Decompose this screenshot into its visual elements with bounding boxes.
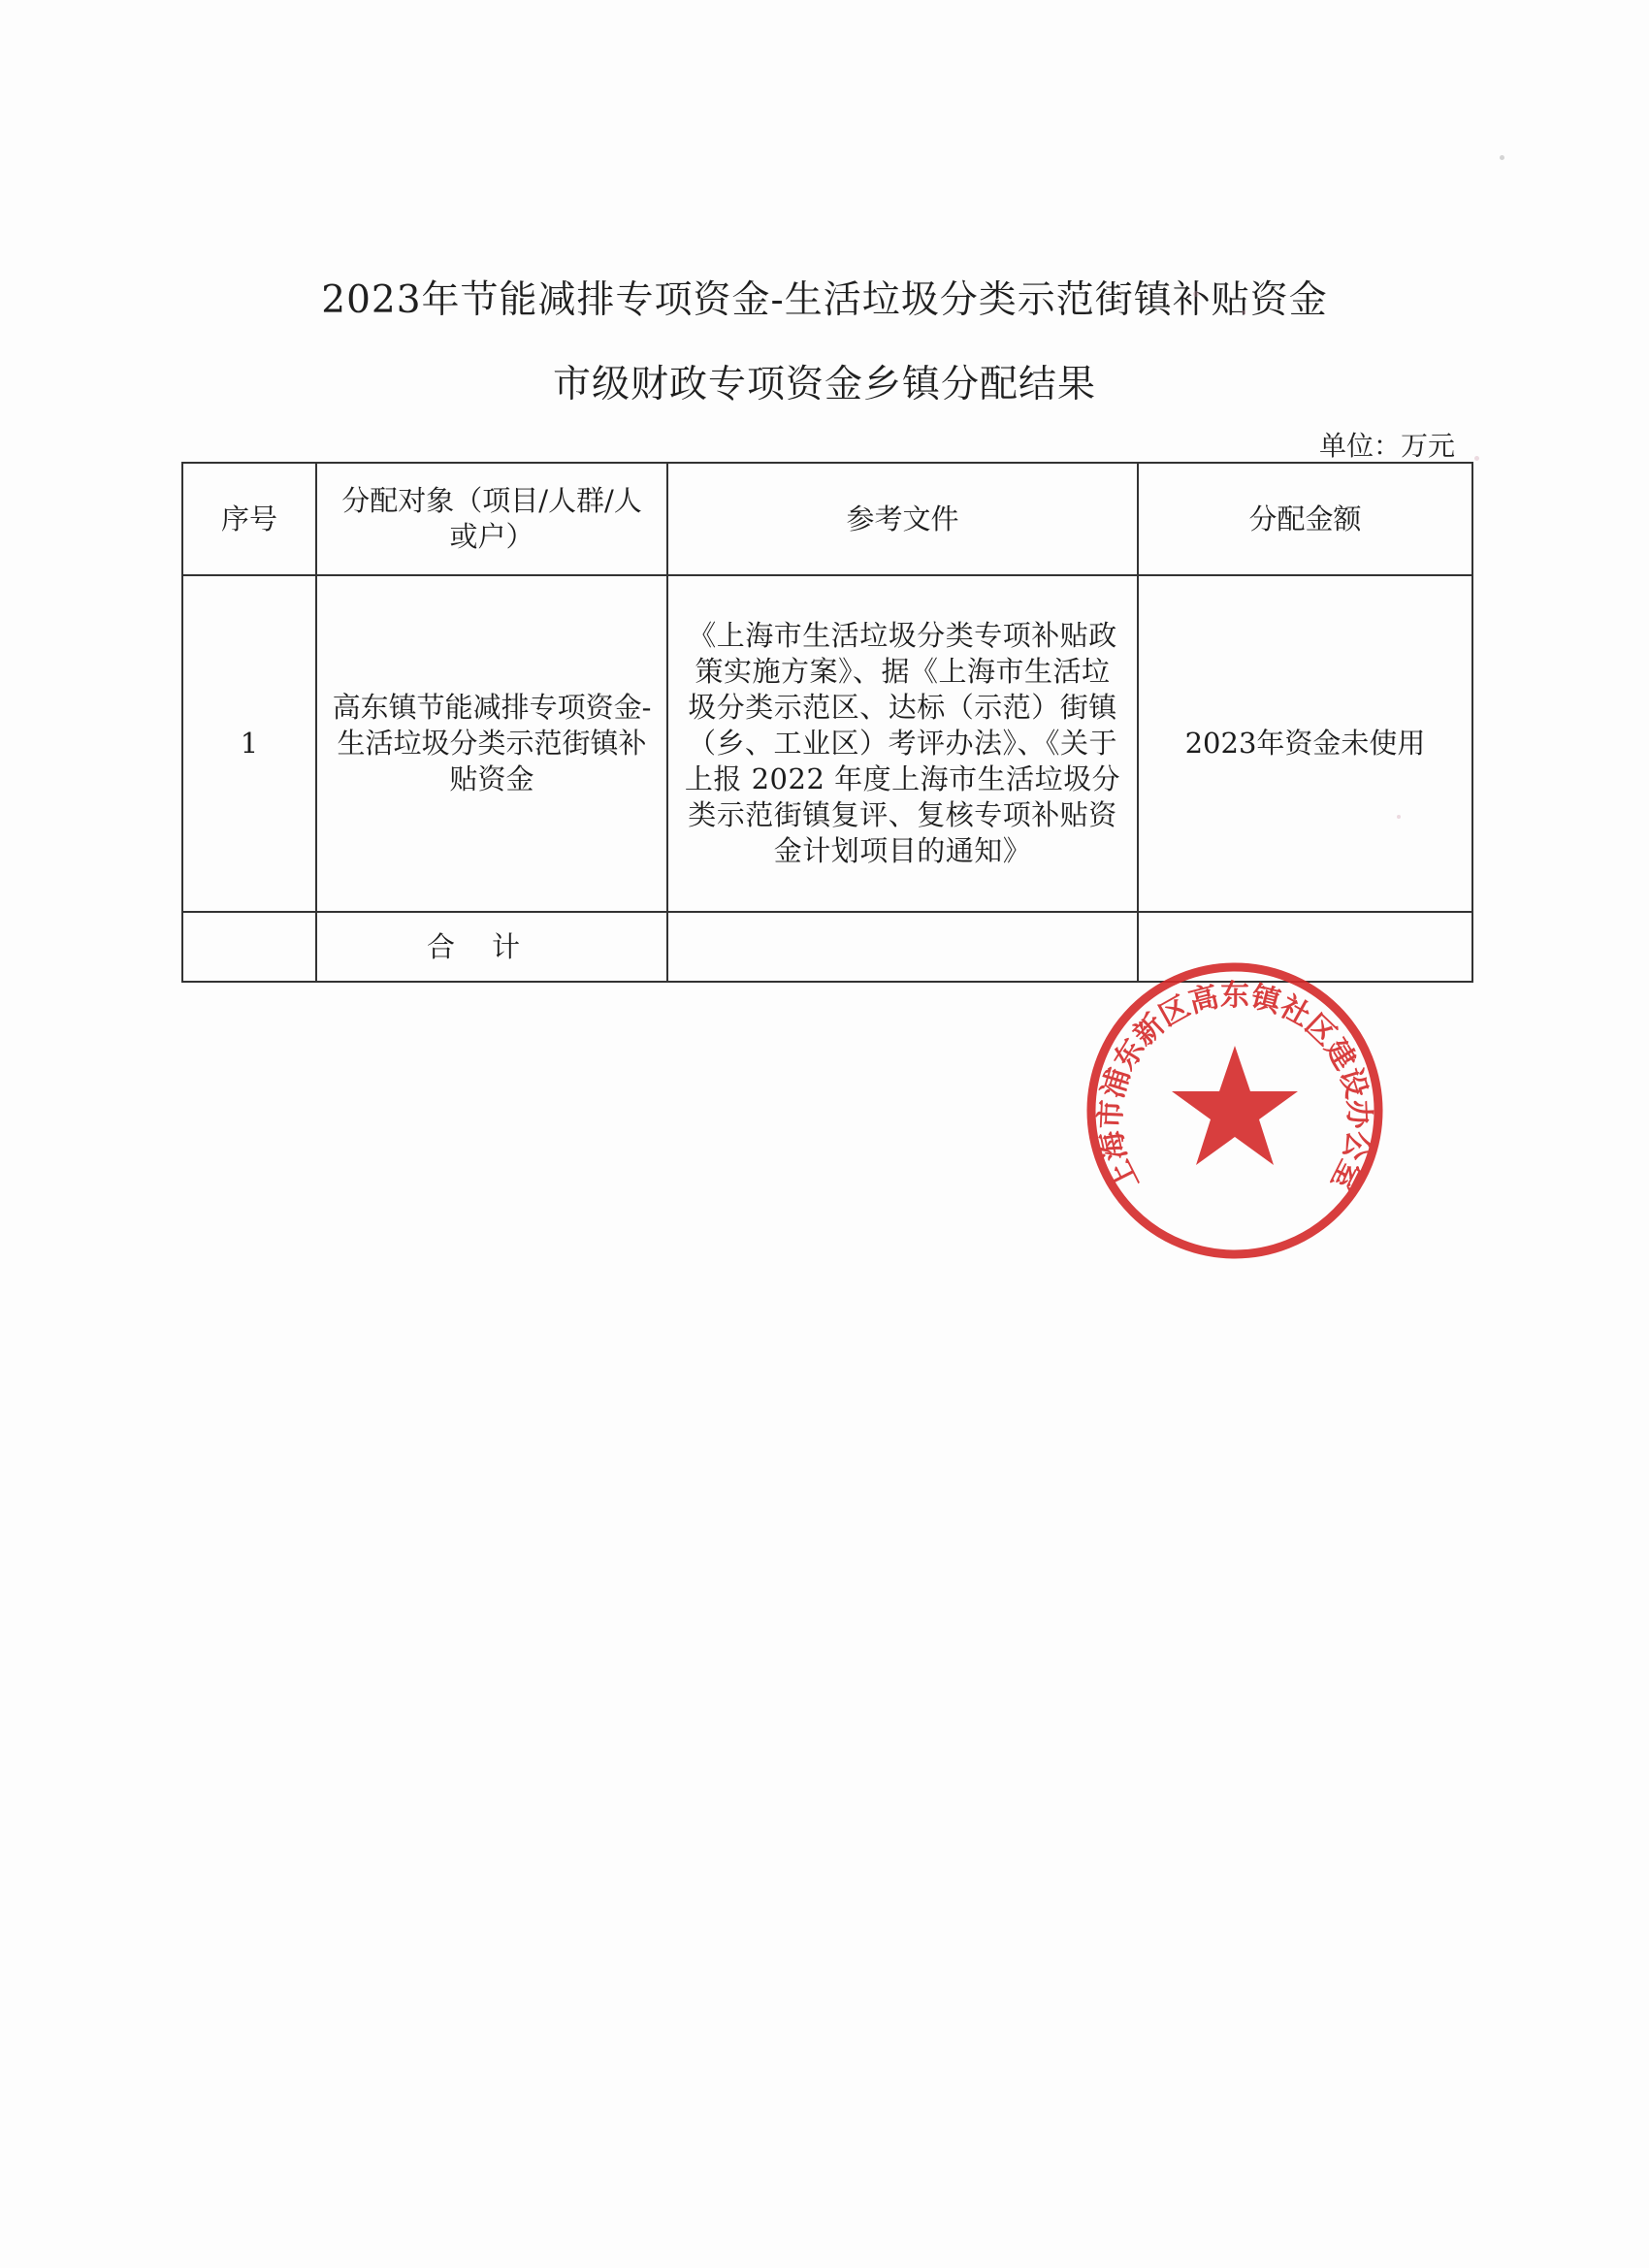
scan-speck [1500,155,1504,160]
header-index: 序号 [182,463,316,575]
seal-star-icon [1172,1046,1298,1165]
unit-label: 单位：万元 [1318,430,1455,462]
total-label: 合计 [316,912,667,982]
allocation-table [181,462,1473,983]
scan-speck [1397,815,1401,819]
row-target: 高东镇节能减排专项资金-生活垃圾分类示范街镇补贴资金 [316,575,667,912]
total-reference-cell [667,912,1138,982]
row-reference: 《上海市生活垃圾分类专项补贴政策实施方案》、据《上海市生活垃圾分类示范区、达标（示范）街镇（乡、工业区）考评办法》、《关于上报 2022 年度上海市生活垃圾分类示范街镇复评、复核专项补贴资金计划项目的通知》 [667,575,1138,912]
row-amount: 2023年资金未使用 [1138,575,1472,912]
scan-speck [1474,456,1479,461]
seal-text: 上海市浦东新区高东镇社区建设办公室 [1093,979,1376,1196]
document-subtitle: 市级财政专项资金乡镇分配结果 [552,363,1096,406]
header-amount: 分配金额 [1138,463,1472,575]
total-empty-cell [182,912,316,982]
table-row [182,575,1472,912]
official-seal [1075,951,1395,1271]
header-reference: 参考文件 [667,463,1138,575]
table-header-row [182,463,1472,575]
row-index: 1 [182,575,316,912]
header-target: 分配对象（项目/人群/人或户） [316,463,667,575]
scan-speck [1242,310,1245,314]
document-title: 2023年节能减排专项资金-生活垃圾分类示范街镇补贴资金 [321,278,1328,322]
scan-speck [1193,291,1199,297]
